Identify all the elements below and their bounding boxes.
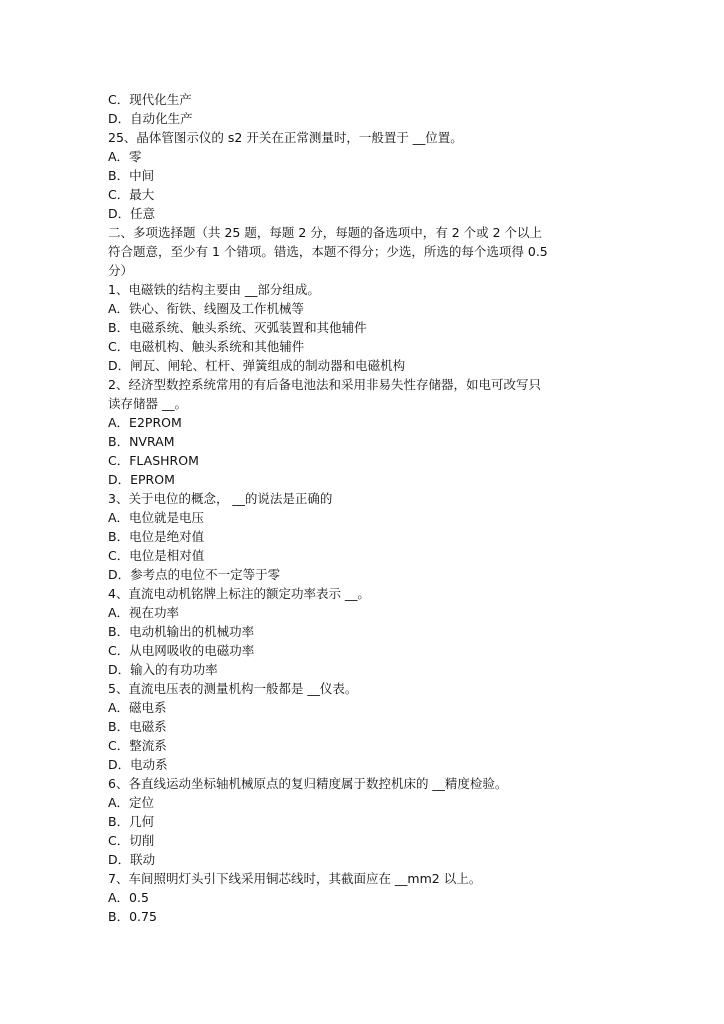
option-line: B．电位是绝对值	[108, 529, 205, 544]
option-line: C．电位是相对值	[108, 548, 205, 563]
text-line: D．任意	[108, 206, 156, 221]
option-line: A．0.5	[108, 890, 149, 905]
section-heading: 符合题意，至少有 1 个错项。错选，本题不得分；少选，所选的每个选项得 0.5	[108, 244, 548, 259]
option-line: C．从电网吸收的电磁功率	[108, 643, 255, 658]
text-line: C．现代化生产	[108, 92, 192, 107]
text-line: C．最大	[108, 187, 155, 202]
question-line: 5、直流电压表的测量机构一般都是 __仪表。	[108, 681, 358, 696]
option-line: A．E2PROM	[108, 415, 182, 430]
option-line: B．几何	[108, 814, 155, 829]
question-line: 7、车间照明灯头引下线采用铜芯线时，其截面应在 __mm2 以上。	[108, 871, 482, 886]
option-line: B．电动机输出的机械功率	[108, 624, 255, 639]
text-line: A．零	[108, 149, 142, 164]
option-line: D．输入的有功功率	[108, 662, 218, 677]
option-line: A．视在功率	[108, 605, 180, 620]
option-line: A．电位就是电压	[108, 510, 205, 525]
option-line: A．铁心、衔铁、线圈及工作机械等	[108, 301, 305, 316]
section-heading: 分）	[108, 263, 134, 278]
question-line: 2、经济型数控系统常用的有后备电池法和采用非易失性存储器，如电可改写只	[108, 377, 541, 392]
option-line: D．联动	[108, 852, 156, 867]
option-line: C．整流系	[108, 738, 167, 753]
option-line: B．NVRAM	[108, 434, 175, 449]
option-line: D．闸瓦、闸轮、杠杆、弹簧组成的制动器和电磁机构	[108, 358, 406, 373]
section-heading: 二、多项选择题（共 25 题，每题 2 分，每题的备选项中，有 2 个或 2 个以上	[108, 225, 543, 240]
option-line: C．电磁机构、触头系统和其他辅件	[108, 339, 305, 354]
option-line: A．定位	[108, 795, 155, 810]
option-line: D．电动系	[108, 757, 168, 772]
option-line: B．电磁系	[108, 719, 167, 734]
option-line: C．FLASHROM	[108, 453, 199, 468]
text-line: 25、晶体管图示仪的 s2 开关在正常测量时，一般置于 __位置。	[108, 130, 463, 145]
question-line: 3、关于电位的概念， __的说法是正确的	[108, 491, 333, 506]
text-line: B．中间	[108, 168, 155, 183]
question-line: 1、电磁铁的结构主要由 __部分组成。	[108, 282, 320, 297]
option-line: C．切削	[108, 833, 155, 848]
option-line: A．磁电系	[108, 700, 167, 715]
text-line: D．自动化生产	[108, 111, 193, 126]
option-line: D．EPROM	[108, 472, 175, 487]
option-line: D．参考点的电位不一定等于零	[108, 567, 281, 582]
question-line: 6、各直线运动坐标轴机械原点的复归精度属于数控机床的 __精度检验。	[108, 776, 508, 791]
question-line: 读存储器 __。	[108, 396, 187, 411]
option-line: B．电磁系统、触头系统、灭弧装置和其他辅件	[108, 320, 367, 335]
question-line: 4、直流电动机铭牌上标注的额定功率表示 __。	[108, 586, 370, 601]
option-line: B．0.75	[108, 909, 157, 924]
